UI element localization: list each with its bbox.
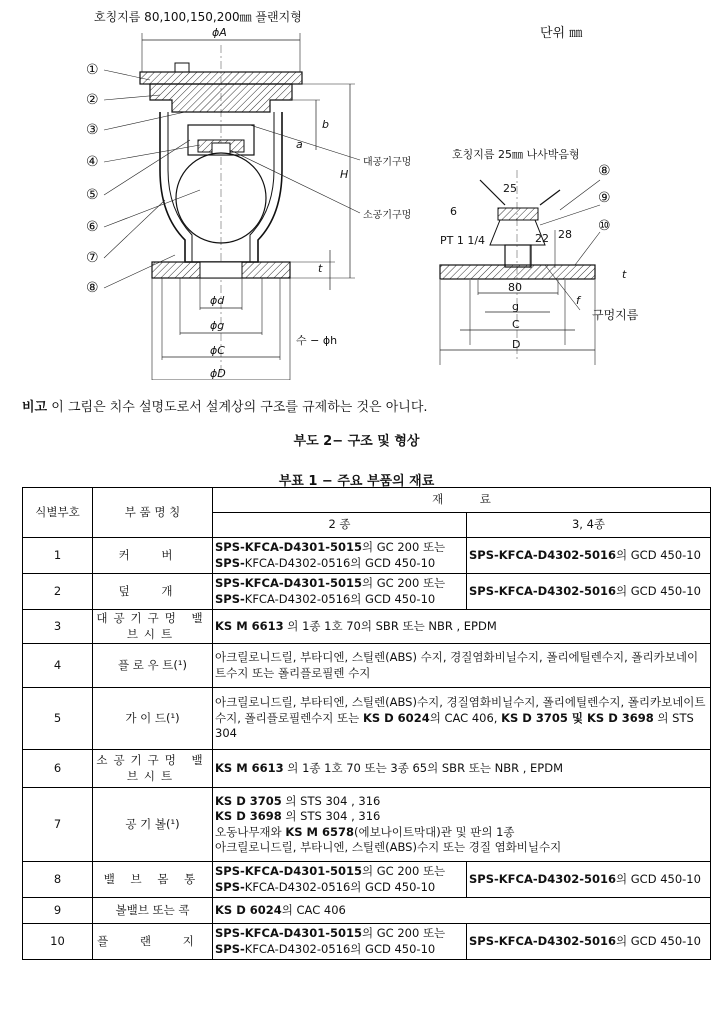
row-part-name: 덮 개	[93, 574, 213, 610]
row-part-name: 대공기구멍 밸브시트	[93, 610, 213, 644]
dim-phid: ϕd	[210, 294, 225, 307]
materials-table	[22, 487, 711, 960]
air-ball-shape	[176, 153, 266, 243]
callout-8: ⑧	[86, 280, 99, 296]
row-material: KS D 3705 의 STS 304 , 316 KS D 3698 의 STS 304 , 316 오동나무재와 KS M 6578(에보나이트막대)관 및 판의 1종 아크릴로니드릴, 부타니엔, 스틸렌(ABS)수지 또는 경질 염화비닐수지	[213, 788, 711, 862]
table-row	[23, 862, 711, 898]
dim-phiA: ϕA	[212, 26, 227, 39]
large-vent-label: 대공기구멍	[363, 157, 412, 168]
header-part-name: 부 품 명 칭	[93, 488, 213, 538]
dim-phig: ϕg	[210, 319, 225, 332]
row-material: 아크릴로니드릴, 부타티엔, 스틸렌(ABS)수지, 경질염화비닐수지, 폴리에틸렌수지, 폴리카보네이트수지, 폴리플로필렌수지 또는 KS D 6024의 CAC 406, KS D 3705 및 KS D 3698 의 STS 304	[213, 688, 711, 750]
row-part-name: 밸 브 몸 통	[93, 862, 213, 898]
dim-H: H	[340, 168, 349, 181]
callout-4: ④	[86, 154, 99, 170]
table-row	[23, 574, 711, 610]
row-material: KS M 6613 의 1종 1호 70 또는 3종 65의 SBR 또는 NBR , EPDM	[213, 750, 711, 788]
unit-label: 단위 ㎜	[540, 26, 583, 41]
callout-2: ②	[86, 92, 99, 108]
dim-t2: t	[622, 268, 627, 281]
header-id: 식별부호	[23, 488, 93, 538]
dim-b: b	[322, 118, 329, 131]
table-row	[23, 538, 711, 574]
row-material-type34: SPS-KFCA-D4302-5016의 GCD 450-10	[467, 862, 711, 898]
dim-C: C	[512, 318, 520, 331]
row-part-name: 공 기 볼(¹)	[93, 788, 213, 862]
row-part-name: 볼밸브 또는 콕	[93, 898, 213, 924]
callout-1: ①	[86, 62, 99, 78]
callout-3: ③	[86, 122, 99, 138]
table-row	[23, 898, 711, 924]
row-id: 9	[23, 898, 93, 924]
table-row	[23, 610, 711, 644]
dim-D: D	[512, 338, 521, 351]
table-row	[23, 644, 711, 688]
figure-caption: 부도 2− 구조 및 형상	[293, 434, 420, 449]
row-material-type34: SPS-KFCA-D4302-5016의 GCD 450-10	[467, 538, 711, 574]
row-part-name: 소공기구멍 밸브시트	[93, 750, 213, 788]
note-label: 비고	[22, 400, 48, 415]
callout-7: ⑦	[86, 250, 99, 266]
header-type34: 3, 4종	[467, 513, 711, 538]
table-row	[23, 788, 711, 862]
row-id: 2	[23, 574, 93, 610]
row-material-type2: SPS-KFCA-D4301-5015의 GC 200 또는 SPS-KFCA-D4302-0516의 GCD 450-10	[213, 538, 467, 574]
dim-a: a	[296, 138, 303, 151]
dim-25: 25	[503, 182, 517, 195]
callout-6: ⑥	[86, 219, 99, 235]
row-id: 6	[23, 750, 93, 788]
row-material: KS D 6024의 CAC 406	[213, 898, 711, 924]
thread-type-title: 호칭지름 25㎜ 나사박음형	[452, 148, 580, 161]
dim-6: 6	[450, 205, 457, 218]
dim-t: t	[318, 262, 323, 275]
technical-drawing	[0, 0, 713, 380]
table-row	[23, 750, 711, 788]
callout-5: ⑤	[86, 187, 99, 203]
dim-g: g	[512, 300, 519, 313]
row-material-type2: SPS-KFCA-D4301-5015의 GC 200 또는 SPS-KFCA-D4302-0516의 GCD 450-10	[213, 924, 467, 960]
row-id: 8	[23, 862, 93, 898]
row-material-type34: SPS-KFCA-D4302-5016의 GCD 450-10	[467, 924, 711, 960]
row-part-name: 가 이 드(¹)	[93, 688, 213, 750]
row-id: 1	[23, 538, 93, 574]
dim-28: 28	[558, 228, 572, 241]
note-text: 이 그림은 치수 설명도로서 설계상의 구조를 규제하는 것은 아니다.	[47, 400, 428, 415]
dim-phiC: ϕC	[210, 344, 225, 357]
small-vent-label: 소공기구멍	[363, 210, 412, 221]
dim-phiD: ϕD	[210, 367, 226, 380]
row-material-type2: SPS-KFCA-D4301-5015의 GC 200 또는 SPS-KFCA-D4302-0516의 GCD 450-10	[213, 862, 467, 898]
flange-type-title: 호칭지름 80,100,150,200㎜ 플랜지형	[94, 10, 302, 24]
dim-80: 80	[508, 281, 522, 294]
table-caption: 부표 1 − 주요 부품의 재료	[278, 474, 435, 489]
table-row	[23, 688, 711, 750]
dim-22: 22	[535, 232, 549, 245]
row-id: 7	[23, 788, 93, 862]
dim-pt: PT 1 1/4	[440, 234, 486, 247]
row-material-type2: SPS-KFCA-D4301-5015의 GC 200 또는 SPS-KFCA-D4302-0516의 GCD 450-10	[213, 574, 467, 610]
row-part-name: 커 버	[93, 538, 213, 574]
dim-f: f	[576, 294, 580, 307]
row-material: KS M 6613 의 1종 1호 70의 SBR 또는 NBR , EPDM	[213, 610, 711, 644]
table-header-row	[23, 488, 711, 513]
callout-r10: ⑩	[598, 218, 611, 234]
callout-r9: ⑨	[598, 190, 611, 206]
row-part-name: 플 랜 지	[93, 924, 213, 960]
row-part-name: 플 로 우 트(¹)	[93, 644, 213, 688]
callout-r8: ⑧	[598, 163, 611, 179]
table-row	[23, 924, 711, 960]
row-material: 아크릴로니드릴, 부타디엔, 스틸렌(ABS) 수지, 경질염화비닐수지, 폴리에틸렌수지, 폴리카보네이트수지 또는 폴리플로필렌 수지	[213, 644, 711, 688]
row-id: 10	[23, 924, 93, 960]
cover-shape	[140, 72, 302, 84]
dim-phih: 수 − ϕh	[296, 334, 338, 347]
row-material-type34: SPS-KFCA-D4302-5016의 GCD 450-10	[467, 574, 711, 610]
header-material: 재 료	[213, 488, 711, 513]
row-id: 5	[23, 688, 93, 750]
hole-diameter-label: 구멍지름	[592, 308, 639, 322]
row-id: 3	[23, 610, 93, 644]
drawing-note	[22, 396, 428, 415]
row-id: 4	[23, 644, 93, 688]
header-type2: 2 종	[213, 513, 467, 538]
